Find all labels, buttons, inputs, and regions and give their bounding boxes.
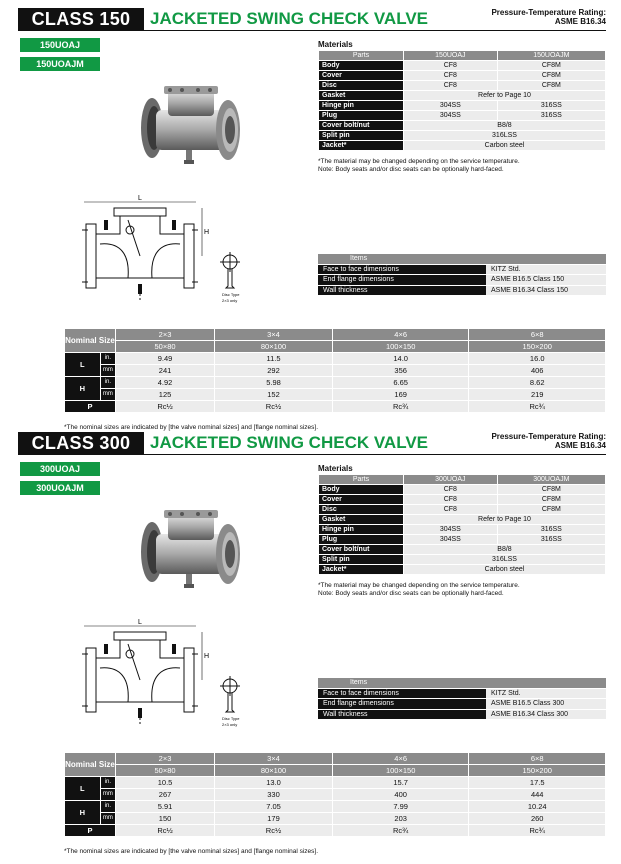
dimension-cell: 16.0 xyxy=(469,353,606,365)
size-inch-header: 2×3 xyxy=(116,329,215,341)
dimension-row xyxy=(65,813,606,825)
materials-row xyxy=(319,81,606,91)
row-label: H xyxy=(65,377,101,401)
dimensions-table xyxy=(64,328,606,413)
size-mm-header: 50×80 xyxy=(116,765,215,777)
materials-row xyxy=(319,141,606,151)
size-inch-header: 2×3 xyxy=(116,753,215,765)
item-value: KITZ Std. xyxy=(486,688,606,699)
nominal-size-footnote: *The nominal sizes are indicated by [the valve nominal sizes] and [flange nominal sizes]. xyxy=(64,424,318,431)
nominal-size-header: Nominal Size xyxy=(65,329,116,353)
dimension-cell: 444 xyxy=(469,789,606,801)
material-part: Cover bolt/nut xyxy=(319,121,404,131)
dimension-row xyxy=(65,389,606,401)
materials-row xyxy=(319,525,606,535)
material-note: *The material may be changed depending on the service temperature. xyxy=(318,582,520,589)
model-tab-1[interactable]: 300UOAJ xyxy=(20,462,100,476)
dimension-cell: 406 xyxy=(469,365,606,377)
rating-standard: ASME B16.34 xyxy=(554,17,606,26)
class-300-section xyxy=(0,432,621,862)
dimension-cell: 330 xyxy=(215,789,333,801)
size-inch-header: 6×8 xyxy=(469,329,606,341)
items-table xyxy=(318,254,606,296)
material-value-b: CF8M xyxy=(497,61,605,71)
dimension-cell: 9.49 xyxy=(116,353,215,365)
items-table xyxy=(318,678,606,720)
dimension-cell: Rc½ xyxy=(116,825,215,837)
material-value-a: 304SS xyxy=(404,535,498,545)
row-unit: in. xyxy=(100,801,115,813)
material-value-b: CF8M xyxy=(497,485,605,495)
dimension-row xyxy=(65,801,606,813)
valve-section-drawing xyxy=(80,618,210,728)
items-row xyxy=(318,264,606,275)
item-name: Face to face dimensions xyxy=(318,688,486,699)
dimension-cell: Rc¾ xyxy=(332,825,469,837)
materials-row xyxy=(319,121,606,131)
material-value-a: 304SS xyxy=(404,101,498,111)
section-title: JACKETED SWING CHECK VALVE xyxy=(150,9,429,28)
size-inch-header: 4×6 xyxy=(332,329,469,341)
item-name: Wall thickness xyxy=(318,709,486,720)
material-part: Disc xyxy=(319,81,404,91)
item-name: End flange dimensions xyxy=(318,275,486,286)
materials-header-parts: Parts xyxy=(319,475,404,485)
materials-title: Materials xyxy=(318,464,353,473)
materials-row xyxy=(319,61,606,71)
dimension-cell: 260 xyxy=(469,813,606,825)
item-value: ASME B16.34 Class 150 xyxy=(486,285,606,296)
materials-header-model-a: 150UOAJ xyxy=(404,51,498,61)
disc-type-note: 2×3 only xyxy=(222,298,238,303)
dimension-cell: 219 xyxy=(469,389,606,401)
dimension-cell: 14.0 xyxy=(332,353,469,365)
materials-notes xyxy=(318,158,608,174)
row-label: L xyxy=(65,353,101,377)
material-value-b: 316SS xyxy=(497,111,605,121)
dimension-cell: 267 xyxy=(116,789,215,801)
material-part: Body xyxy=(319,61,404,71)
material-value-b: CF8M xyxy=(497,71,605,81)
material-value-a: CF8 xyxy=(404,485,498,495)
dimension-cell: 7.99 xyxy=(332,801,469,813)
section-title: JACKETED SWING CHECK VALVE xyxy=(150,433,429,452)
dimensions-table xyxy=(64,752,606,837)
material-value-shared: B8/8 xyxy=(404,121,606,131)
row-unit: mm xyxy=(100,789,115,801)
item-value: ASME B16.34 Class 300 xyxy=(486,709,606,720)
size-mm-header: 80×100 xyxy=(215,765,333,777)
material-value-shared: Refer to Page 10 xyxy=(404,91,606,101)
materials-table xyxy=(318,50,606,151)
row-label: H xyxy=(65,801,101,825)
nominal-size-footnote: *The nominal sizes are indicated by [the valve nominal sizes] and [flange nominal sizes]. xyxy=(64,848,318,855)
class-150-section xyxy=(0,8,621,431)
materials-row xyxy=(319,485,606,495)
material-value-b: 316SS xyxy=(497,535,605,545)
dimension-cell: 150 xyxy=(116,813,215,825)
size-inch-header: 3×4 xyxy=(215,329,333,341)
dimension-cell: 17.5 xyxy=(469,777,606,789)
materials-row xyxy=(319,505,606,515)
materials-notes xyxy=(318,582,608,598)
dimension-cell: 292 xyxy=(215,365,333,377)
row-unit: mm xyxy=(100,365,115,377)
class-label: CLASS 300 xyxy=(18,432,144,454)
valve-section-drawing xyxy=(80,194,210,304)
dimension-cell: 241 xyxy=(116,365,215,377)
item-value: ASME B16.5 Class 150 xyxy=(486,275,606,286)
dimension-cell: 125 xyxy=(116,389,215,401)
row-unit: in. xyxy=(100,377,115,389)
material-part: Split pin xyxy=(319,131,404,141)
pressure-rating xyxy=(491,8,606,26)
material-part: Plug xyxy=(319,111,404,121)
materials-header-model-a: 300UOAJ xyxy=(404,475,498,485)
dimension-row xyxy=(65,365,606,377)
rating-standard: ASME B16.34 xyxy=(554,441,606,450)
dimension-row xyxy=(65,353,606,365)
material-part: Cover xyxy=(319,495,404,505)
rating-label: Pressure-Temperature Rating: xyxy=(491,432,606,441)
material-value-a: CF8 xyxy=(404,81,498,91)
dimension-cell: 152 xyxy=(215,389,333,401)
material-part: Disc xyxy=(319,505,404,515)
size-mm-header: 50×80 xyxy=(116,341,215,353)
dimension-cell: 7.05 xyxy=(215,801,333,813)
size-mm-header: 150×200 xyxy=(469,765,606,777)
materials-row xyxy=(319,565,606,575)
materials-header-parts: Parts xyxy=(319,51,404,61)
dimension-cell: 6.65 xyxy=(332,377,469,389)
rating-label: Pressure-Temperature Rating: xyxy=(491,8,606,17)
item-name: Wall thickness xyxy=(318,285,486,296)
valve-photo xyxy=(138,80,244,170)
item-name: End flange dimensions xyxy=(318,699,486,710)
pressure-rating xyxy=(491,432,606,450)
model-tab-1[interactable]: 150UOAJ xyxy=(20,38,100,52)
items-row xyxy=(318,709,606,720)
materials-title: Materials xyxy=(318,40,353,49)
materials-row xyxy=(319,131,606,141)
dimension-cell: 356 xyxy=(332,365,469,377)
items-row xyxy=(318,688,606,699)
dimension-cell: Rc½ xyxy=(116,401,215,413)
dimension-cell: Rc½ xyxy=(215,825,333,837)
dimension-row xyxy=(65,789,606,801)
material-value-a: CF8 xyxy=(404,61,498,71)
dimension-row xyxy=(65,401,606,413)
header-rule xyxy=(18,30,606,31)
dimension-h-label: H xyxy=(204,229,210,236)
dimension-cell: 5.91 xyxy=(116,801,215,813)
row-unit: mm xyxy=(100,389,115,401)
items-header: Items xyxy=(318,254,606,264)
dimension-cell: 400 xyxy=(332,789,469,801)
disc-type-drawing xyxy=(218,676,248,732)
material-value-shared: 316LSS xyxy=(404,555,606,565)
row-unit: in. xyxy=(100,777,115,789)
material-value-shared: Carbon steel xyxy=(404,565,606,575)
dimension-row xyxy=(65,777,606,789)
material-value-b: 316SS xyxy=(497,101,605,111)
size-inch-header: 6×8 xyxy=(469,753,606,765)
dimension-h-label: H xyxy=(204,653,210,660)
material-value-a: CF8 xyxy=(404,71,498,81)
nominal-size-header: Nominal Size xyxy=(65,753,116,777)
material-part: Hinge pin xyxy=(319,525,404,535)
dimension-l-label: L xyxy=(138,195,142,202)
material-part: Hinge pin xyxy=(319,101,404,111)
material-part: Body xyxy=(319,485,404,495)
dimension-cell: 10.24 xyxy=(469,801,606,813)
disc-type-label: Disc Type xyxy=(222,716,240,721)
row-label: P xyxy=(65,401,116,413)
material-value-shared: B8/8 xyxy=(404,545,606,555)
material-value-b: CF8M xyxy=(497,81,605,91)
dimension-cell: Rc¾ xyxy=(469,825,606,837)
material-value-shared: 316LSS xyxy=(404,131,606,141)
size-mm-header: 100×150 xyxy=(332,341,469,353)
dimension-cell: 13.0 xyxy=(215,777,333,789)
size-mm-header: 150×200 xyxy=(469,341,606,353)
dimension-cell: Rc¾ xyxy=(469,401,606,413)
dimension-cell: 11.5 xyxy=(215,353,333,365)
materials-row xyxy=(319,111,606,121)
materials-row xyxy=(319,515,606,525)
materials-row xyxy=(319,71,606,81)
materials-header-model-b: 150UOAJM xyxy=(497,51,605,61)
dimension-cell: 10.5 xyxy=(116,777,215,789)
material-part: Gasket xyxy=(319,515,404,525)
model-tab-2[interactable]: 300UOAJM xyxy=(20,481,100,495)
items-row xyxy=(318,285,606,296)
item-value: KITZ Std. xyxy=(486,264,606,275)
dimension-cell: Rc¾ xyxy=(332,401,469,413)
disc-type-note: 2×3 only xyxy=(222,722,238,727)
material-value-shared: Refer to Page 10 xyxy=(404,515,606,525)
dimension-row xyxy=(65,825,606,837)
items-header: Items xyxy=(318,678,606,688)
dimension-cell: 5.98 xyxy=(215,377,333,389)
material-part: Jacket* xyxy=(319,141,404,151)
item-value: ASME B16.5 Class 300 xyxy=(486,699,606,710)
dimension-row xyxy=(65,377,606,389)
material-part: Gasket xyxy=(319,91,404,101)
disc-type-drawing xyxy=(218,252,248,308)
material-value-b: 316SS xyxy=(497,525,605,535)
dimension-cell: Rc½ xyxy=(215,401,333,413)
seat-note: Note: Body seats and/or disc seats can be optionally hard-faced. xyxy=(318,590,504,597)
material-part: Jacket* xyxy=(319,565,404,575)
row-unit: mm xyxy=(100,813,115,825)
materials-row xyxy=(319,495,606,505)
seat-note: Note: Body seats and/or disc seats can be optionally hard-faced. xyxy=(318,166,504,173)
material-value-a: 304SS xyxy=(404,111,498,121)
material-value-shared: Carbon steel xyxy=(404,141,606,151)
material-value-a: CF8 xyxy=(404,505,498,515)
material-value-b: CF8M xyxy=(497,505,605,515)
dimension-cell: 4.92 xyxy=(116,377,215,389)
items-row xyxy=(318,275,606,286)
dimension-cell: 203 xyxy=(332,813,469,825)
materials-row xyxy=(319,535,606,545)
row-unit: in. xyxy=(100,353,115,365)
material-value-a: CF8 xyxy=(404,495,498,505)
dimension-cell: 169 xyxy=(332,389,469,401)
items-row xyxy=(318,699,606,710)
dimension-l-label: L xyxy=(138,619,142,626)
section-header xyxy=(18,432,606,454)
materials-row xyxy=(319,101,606,111)
materials-row xyxy=(319,91,606,101)
valve-photo xyxy=(138,504,244,594)
size-mm-header: 80×100 xyxy=(215,341,333,353)
row-label: L xyxy=(65,777,101,801)
size-inch-header: 3×4 xyxy=(215,753,333,765)
materials-table xyxy=(318,474,606,575)
size-inch-header: 4×6 xyxy=(332,753,469,765)
material-value-b: CF8M xyxy=(497,495,605,505)
material-part: Plug xyxy=(319,535,404,545)
material-part: Split pin xyxy=(319,555,404,565)
header-rule xyxy=(18,454,606,455)
model-tab-2[interactable]: 150UOAJM xyxy=(20,57,100,71)
material-part: Cover bolt/nut xyxy=(319,545,404,555)
size-mm-header: 100×150 xyxy=(332,765,469,777)
row-label: P xyxy=(65,825,116,837)
class-label: CLASS 150 xyxy=(18,8,144,30)
materials-row xyxy=(319,555,606,565)
dimension-cell: 8.62 xyxy=(469,377,606,389)
item-name: Face to face dimensions xyxy=(318,264,486,275)
material-part: Cover xyxy=(319,71,404,81)
dimension-cell: 15.7 xyxy=(332,777,469,789)
material-note: *The material may be changed depending on the service temperature. xyxy=(318,158,520,165)
disc-type-label: Disc Type xyxy=(222,292,240,297)
dimension-cell: 179 xyxy=(215,813,333,825)
materials-row xyxy=(319,545,606,555)
materials-header-model-b: 300UOAJM xyxy=(497,475,605,485)
section-header xyxy=(18,8,606,30)
material-value-a: 304SS xyxy=(404,525,498,535)
